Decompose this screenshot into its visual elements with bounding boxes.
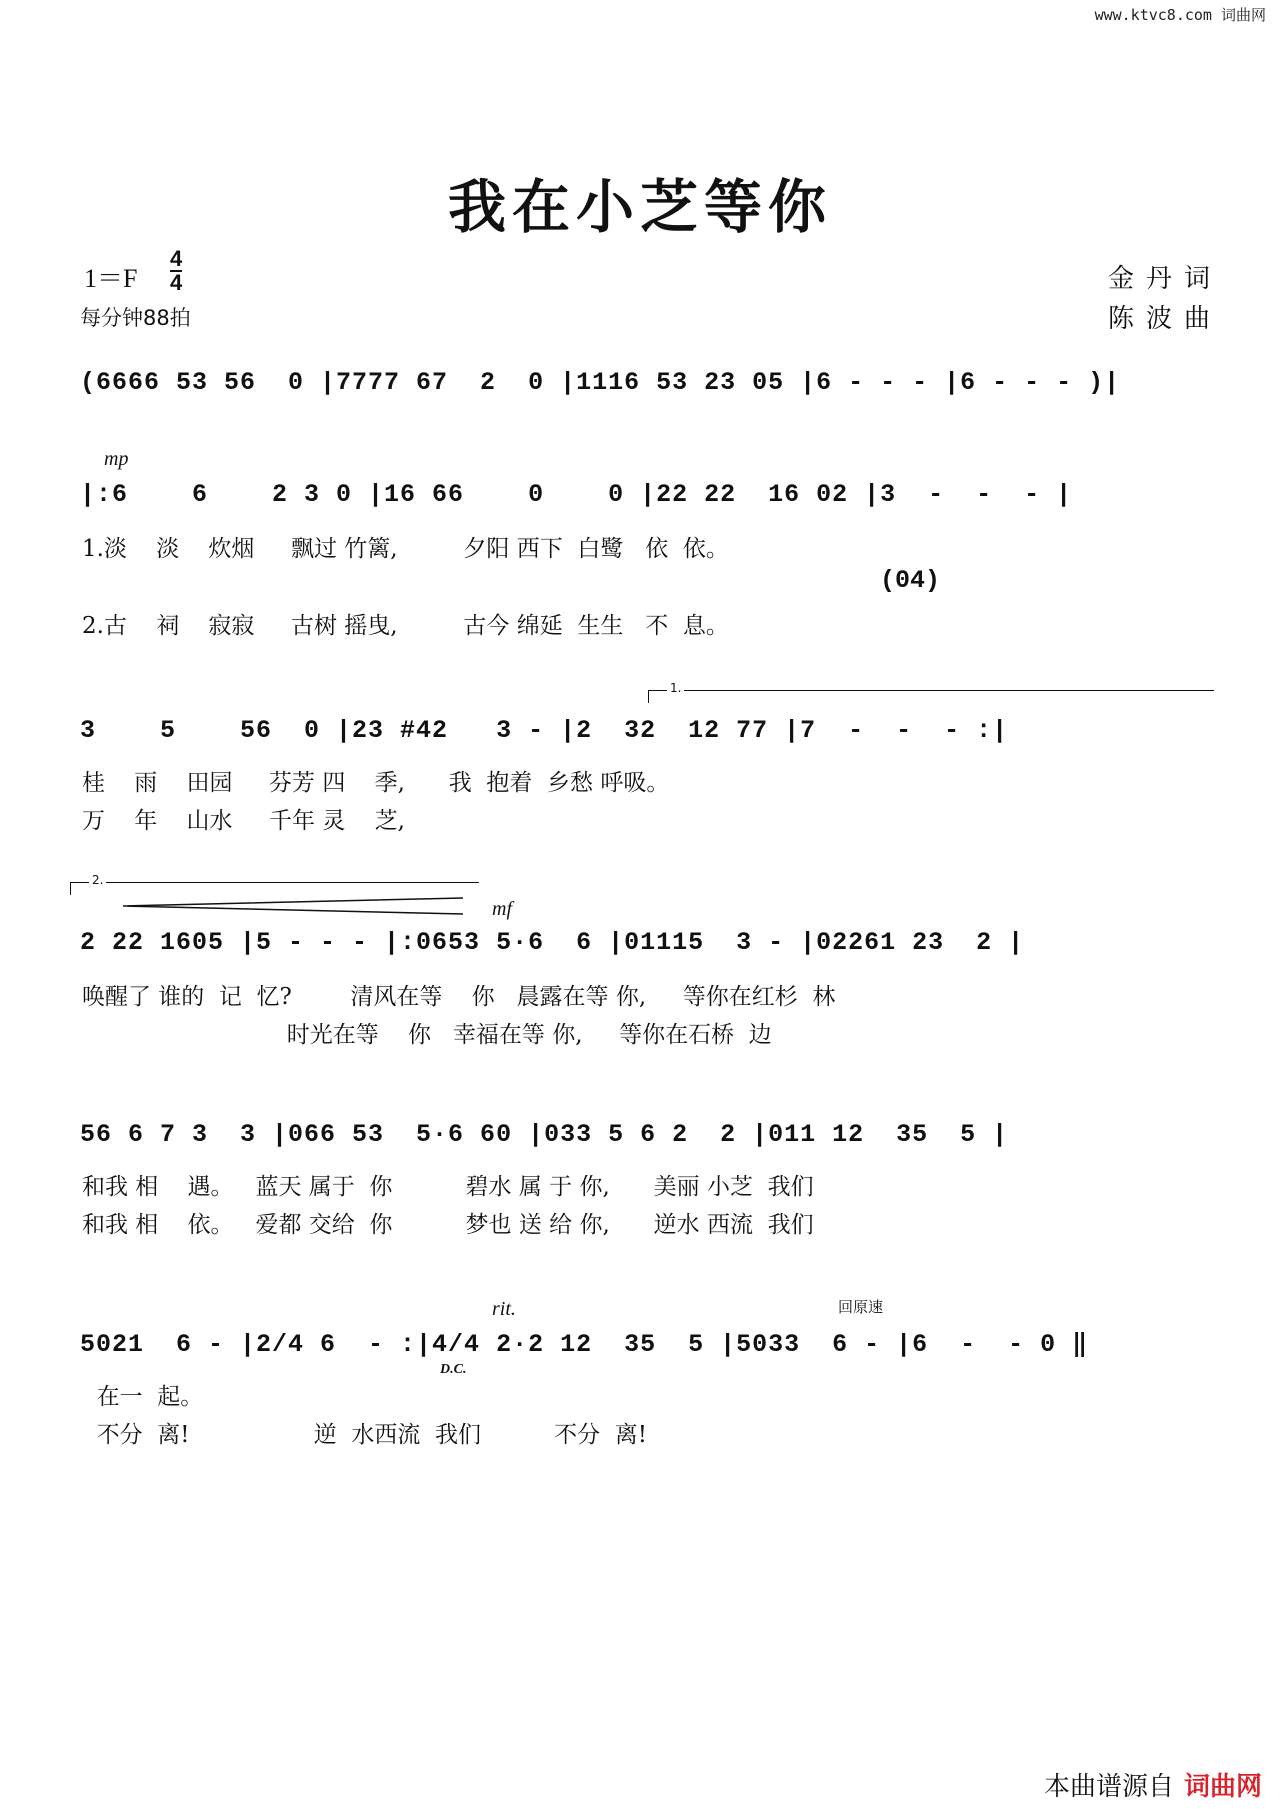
brand-link[interactable]: 词曲网 xyxy=(1183,1772,1262,1802)
lyric-verse-1: 和我 相 遇。 蓝天 属于 你 碧水 属 于 你, 美丽 小芝 我们 xyxy=(82,1174,814,1200)
notation-line: 5021 6 - |2/4 6 - :|4/4 2·2 12 35 5 |5033 6 - |6 - - 0 ‖ xyxy=(80,1330,1089,1359)
site-url[interactable]: www.ktvc8.com 词曲网 xyxy=(1094,6,1266,24)
notation-line: (6666 53 56 0 |7777 67 2 0 |1116 53 23 05 |6 - - - |6 - - - )| xyxy=(80,368,1121,397)
score-system-2 xyxy=(80,480,1225,520)
score-system-1 xyxy=(80,368,1225,408)
key-signature: 1＝F xyxy=(84,264,138,293)
lyric-verse-1: 在一 起。 xyxy=(82,1384,204,1410)
lyric-verse-2: 和我 相 依。 爱都 交给 你 梦也 送 给 你, 逆水 西流 我们 xyxy=(82,1212,814,1238)
source-footer xyxy=(1044,1766,1262,1803)
lyric-verse-2: 不分 离! 逆 水西流 我们 不分 离! xyxy=(82,1422,647,1448)
lyric-verse-1: 1.淡 淡 炊烟 飘过 竹篱, 夕阳 西下 白鹭 依 依。 xyxy=(82,536,729,562)
score-system-5 xyxy=(80,1120,1225,1160)
tempo-marking: 每分钟88拍 xyxy=(80,306,191,330)
score-system-4 xyxy=(80,928,1225,968)
second-ending-bracket: 2. xyxy=(70,882,479,895)
ritardando-marking: rit. xyxy=(492,1298,516,1320)
da-capo-marking: D.C. xyxy=(440,1362,467,1377)
composer-credit: 陈波曲 xyxy=(1107,304,1222,334)
lyric-verse-1: 桂 雨 田园 芬芳 四 季, 我 抱着 乡愁 呼吸。 xyxy=(82,770,670,796)
interlude-notes: (04) xyxy=(880,566,941,595)
notation-line: 56 6 7 3 3 |066 53 5·6 60 |033 5 6 2 2 |011 12 35 5 | xyxy=(80,1120,1009,1149)
song-title: 我在小芝等你 xyxy=(447,173,832,241)
lyric-verse-2: 时光在等 你 幸福在等 你, 等你在石桥 边 xyxy=(82,1022,772,1048)
first-ending-bracket: 1. xyxy=(648,690,1214,703)
score-system-3 xyxy=(80,716,1225,756)
time-signature: 4 4 xyxy=(170,246,183,295)
lyric-verse-1: 唤醒了 谁的 记 忆? 清风在等 你 晨露在等 你, 等你在红杉 林 xyxy=(82,984,836,1010)
notation-line: 2 22 1605 |5 - - - |:0653 5·6 6 |01115 3 - |02261 23 2 | xyxy=(80,928,1025,957)
dynamic-mp: mp xyxy=(104,448,129,470)
notation-line: 3 5 56 0 |23 #42 3 - |2 32 12 77 |7 - - - :| xyxy=(80,716,1009,745)
notation-line: |:6 6 2 3 0 |16 66 0 0 |22 22 16 02 |3 - - - | xyxy=(80,480,1073,509)
source-label: 本曲谱源自 xyxy=(1043,1772,1174,1802)
lyricist-credit: 金丹词 xyxy=(1107,264,1222,294)
score-system-6 xyxy=(80,1328,1225,1368)
crescendo-hairpin xyxy=(118,896,468,916)
dynamic-mf: mf xyxy=(492,898,512,920)
lyric-verse-2: 2.古 祠 寂寂 古树 摇曳, 古今 绵延 生生 不 息。 xyxy=(82,613,729,639)
a-tempo-marking: 回原速 xyxy=(838,1298,884,1316)
lyric-verse-2: 万 年 山水 千年 灵 芝, xyxy=(82,808,405,834)
